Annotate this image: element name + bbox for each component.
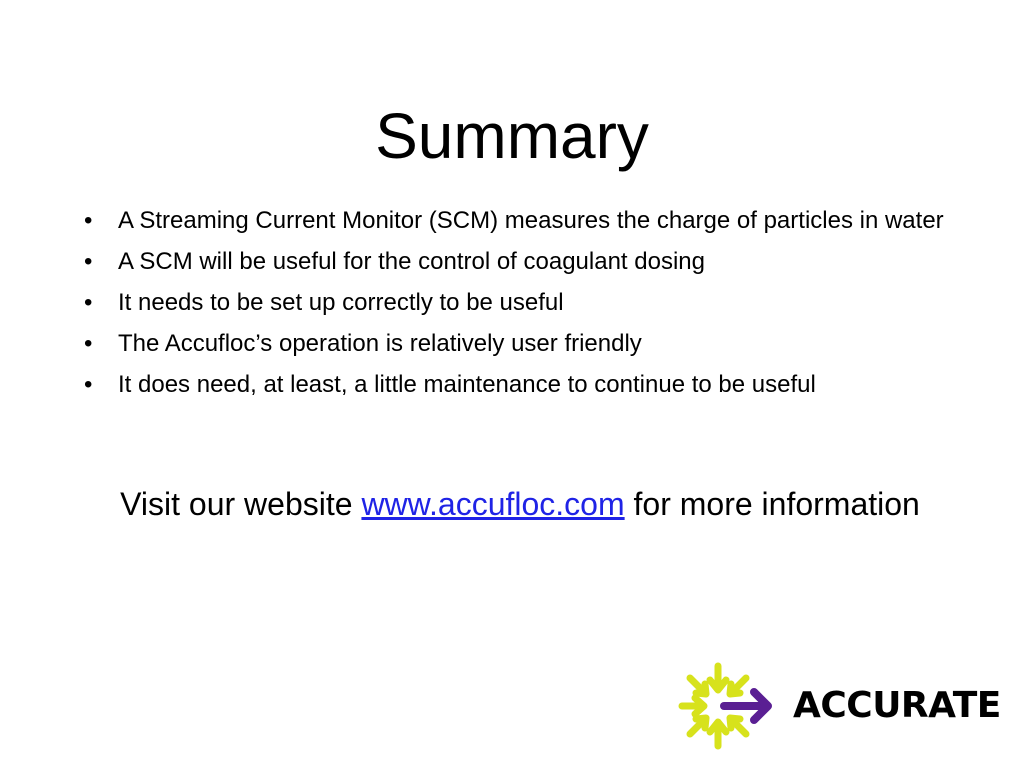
bullet-text: It needs to be set up correctly to be useful <box>118 289 564 316</box>
bullet-item <box>76 245 956 279</box>
website-line <box>0 484 1024 524</box>
bullet-text: The Accufloc’s operation is relatively user friendly <box>118 330 642 357</box>
website-suffix: for more information <box>624 486 920 522</box>
website-link[interactable]: www.accufloc.com <box>361 486 625 522</box>
bullet-text: A SCM will be useful for the control of coagulant dosing <box>118 248 705 275</box>
bullet-marker: • <box>84 371 93 398</box>
bullet-list <box>76 204 956 409</box>
bullet-item <box>76 204 956 238</box>
company-logo <box>678 660 1001 752</box>
bullet-item <box>76 368 956 402</box>
bullet-item <box>76 327 956 361</box>
bullet-item <box>76 286 956 320</box>
bullet-text: A Streaming Current Monitor (SCM) measures the charge of particles in water <box>118 207 944 234</box>
bullet-marker: • <box>84 289 93 316</box>
website-prefix: Visit our website <box>120 486 362 522</box>
bullet-marker: • <box>84 330 93 357</box>
bullet-marker: • <box>84 207 93 234</box>
bullet-text: It does need, at least, a little maintenance to continue to be useful <box>118 371 816 398</box>
logo-text: ACCURATE <box>793 685 1001 726</box>
accurate-logo-mark-icon <box>678 660 778 752</box>
slide-title: Summary <box>375 100 649 172</box>
bullet-marker: • <box>84 248 93 275</box>
